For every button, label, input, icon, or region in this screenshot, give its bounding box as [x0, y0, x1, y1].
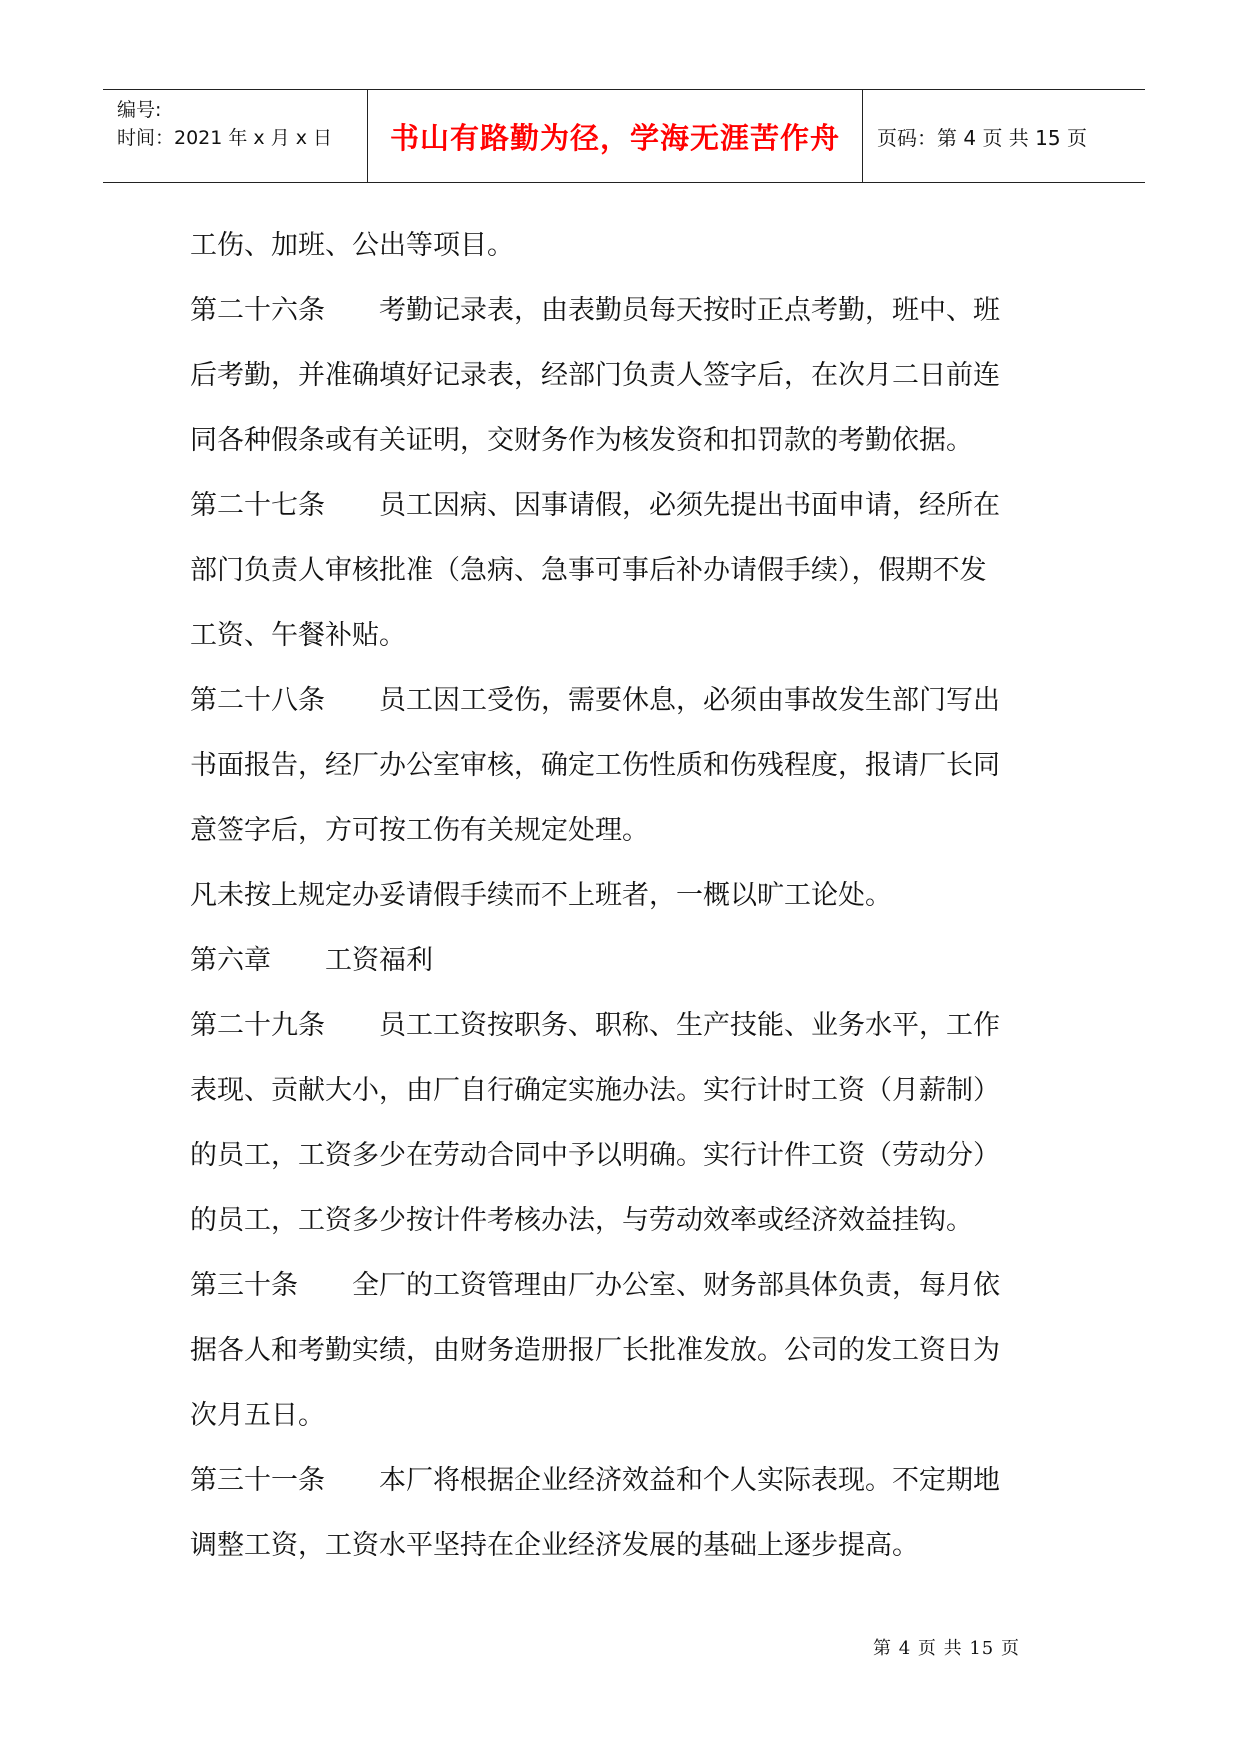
header-meta-cell — [103, 90, 368, 182]
body-line: 后考勤，并准确填好记录表，经部门负责人签字后，在次月二日前连 — [190, 360, 1000, 391]
body-line: 第二十七条 员工因病、因事请假，必须先提出书面申请，经所在 — [190, 490, 1000, 521]
document-time-label: 时间：2021 年 x 月 x 日 — [117, 127, 333, 149]
body-line: 第二十八条 员工因工受伤，需要休息，必须由事故发生部门写出 — [190, 685, 1000, 716]
body-line: 调整工资，工资水平坚持在企业经济发展的基础上逐步提高。 — [190, 1530, 919, 1561]
body-line: 据各人和考勤实绩，由财务造册报厂长批准发放。公司的发工资日为 — [190, 1335, 1000, 1366]
body-line: 第二十九条 员工工资按职务、职称、生产技能、业务水平，工作 — [190, 1010, 1000, 1041]
body-line: 第二十六条 考勤记录表，由表勤员每天按时正点考勤，班中、班 — [190, 295, 1000, 326]
body-line: 工伤、加班、公出等项目。 — [190, 230, 514, 261]
document-number-label: 编号: — [117, 99, 162, 121]
body-line: 工资、午餐补贴。 — [190, 620, 406, 651]
body-line: 的员工，工资多少在劳动合同中予以明确。实行计件工资（劳动分） — [190, 1140, 1000, 1171]
body-line: 第三十条 全厂的工资管理由厂办公室、财务部具体负责，每月依 — [190, 1270, 1000, 1301]
document-body — [190, 213, 1070, 1578]
page-header — [103, 89, 1145, 183]
header-motto: 书山有路勤为径，学海无涯苦作舟 — [389, 120, 840, 155]
chapter-heading: 第六章 工资福利 — [190, 945, 433, 976]
body-line: 表现、贡献大小，由厂自行确定实施办法。实行计时工资（月薪制） — [190, 1075, 1000, 1106]
body-line: 的员工，工资多少按计件考核办法，与劳动效率或经济效益挂钩。 — [190, 1205, 973, 1236]
page-footer: 第 4 页 共 15 页 — [873, 1638, 1020, 1659]
body-line: 第三十一条 本厂将根据企业经济效益和个人实际表现。不定期地 — [190, 1465, 1000, 1496]
body-line: 同各种假条或有关证明，交财务作为核发资和扣罚款的考勤依据。 — [190, 425, 973, 456]
body-line: 意签字后，方可按工伤有关规定处理。 — [190, 815, 649, 846]
body-line: 部门负责人审核批准（急病、急事可事后补办请假手续），假期不发 — [190, 555, 987, 586]
body-line: 书面报告，经厂办公室审核，确定工伤性质和伤残程度，报请厂长同 — [190, 750, 1000, 781]
body-line: 次月五日。 — [190, 1400, 325, 1431]
body-line: 凡未按上规定办妥请假手续而不上班者，一概以旷工论处。 — [190, 880, 892, 911]
header-page-cell — [863, 90, 1145, 182]
header-page-info: 页码：第 4 页 共 15 页 — [877, 125, 1087, 150]
header-motto-cell — [368, 90, 863, 182]
